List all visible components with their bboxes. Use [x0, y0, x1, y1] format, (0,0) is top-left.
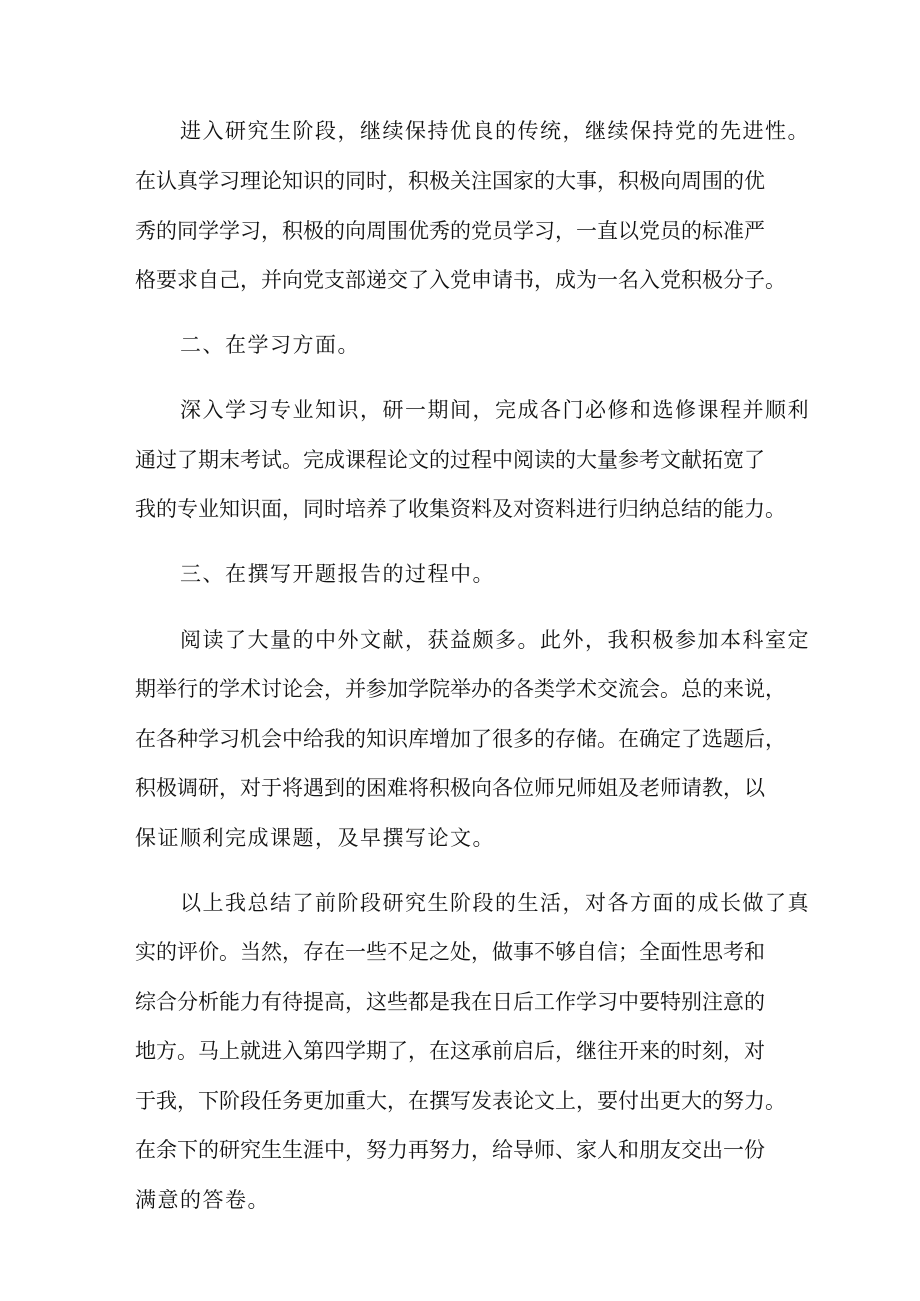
paragraph-3-line-4: 积极调研，对于将遇到的困难将积极向各位师兄师姐及老师请教，以: [135, 776, 765, 800]
paragraph-4-line-2: 实的评价。当然，存在一些不足之处，做事不够自信；全面性思考和: [135, 940, 765, 964]
paragraph-4-line-5: 于我，下阶段任务更加重大，在撰写发表论文上，要付出更大的努力。: [135, 1089, 786, 1113]
paragraph-1-line-3: 秀的同学学习，积极的向周围优秀的党员学习，一直以党员的标准严: [135, 219, 765, 243]
section-heading-3: 三、在撰写开题报告的过程中。: [180, 562, 495, 586]
paragraph-3-line-3: 在各种学习机会中给我的知识库增加了很多的存储。在确定了选题后，: [135, 727, 786, 751]
paragraph-2-line-2: 通过了期末考试。完成课程论文的过程中阅读的大量参考文献拓宽了: [135, 448, 765, 472]
paragraph-3-line-5: 保证顺利完成课题，及早撰写论文。: [135, 826, 495, 850]
paragraph-1-line-1: 进入研究生阶段，继续保持优良的传统，继续保持党的先进性。: [180, 119, 810, 143]
paragraph-1-line-2: 在认真学习理论知识的同时，积极关注国家的大事，积极向周围的优: [135, 169, 765, 193]
paragraph-4-line-6: 在余下的研究生生涯中，努力再努力，给导师、家人和朋友交出一份: [135, 1138, 765, 1162]
paragraph-2-line-1: 深入学习专业知识，研一期间，完成各门必修和选修课程并顺利: [180, 398, 810, 422]
paragraph-4-line-4: 地方。马上就进入第四学期了，在这承前启后，继往开来的时刻，对: [135, 1039, 765, 1063]
paragraph-4-line-3: 综合分析能力有待提高，这些都是我在日后工作学习中要特别注意的: [135, 990, 765, 1014]
paragraph-2-line-3: 我的专业知识面，同时培养了收集资料及对资料进行归纳总结的能力。: [135, 497, 786, 521]
section-heading-2: 二、在学习方面。: [180, 333, 360, 357]
paragraph-3-line-2: 期举行的学术讨论会，并参加学院举办的各类学术交流会。总的来说，: [135, 677, 786, 701]
paragraph-4-line-7: 满意的答卷。: [135, 1188, 270, 1212]
paragraph-1-line-4: 格要求自己，并向党支部递交了入党申请书，成为一名入党积极分子。: [135, 268, 786, 292]
paragraph-4-line-1: 以上我总结了前阶段研究生阶段的生活，对各方面的成长做了真: [180, 891, 810, 915]
paragraph-3-line-1: 阅读了大量的中外文献，获益颇多。此外，我积极参加本科室定: [180, 628, 810, 652]
